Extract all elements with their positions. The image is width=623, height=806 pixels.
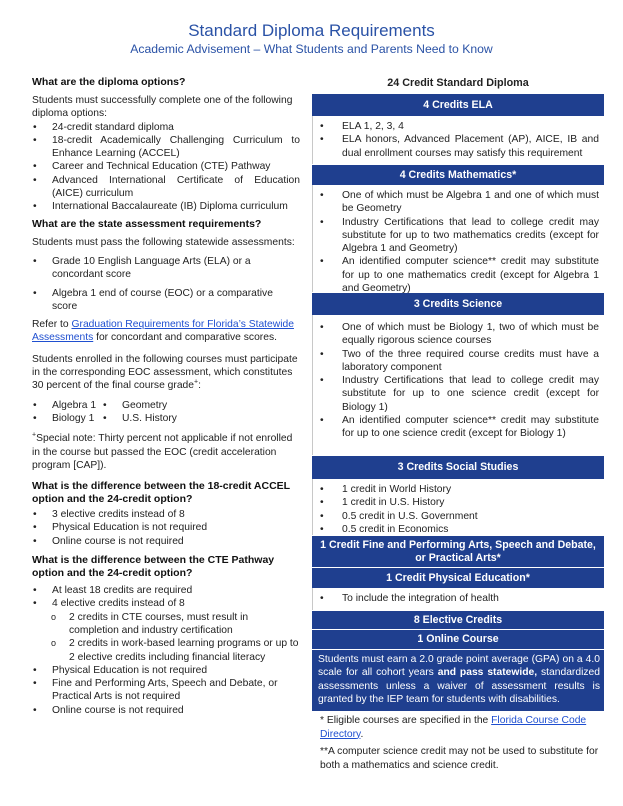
math-header: 4 Credits Mathematics* [312,164,604,185]
list-item: • Algebra 1 end of course (EOC) or a comparative score [32,287,300,314]
eoc-paragraph: Students enrolled in the following courses must participate in the corresponding EOC assessment, which constitutes 30 percent of the final course grade+: [32,353,298,392]
question-state-assessment: What are the state assessment requirements? [32,217,262,230]
diploma-options-list [32,121,300,214]
list-item: o 2 credits in work-based learning programs or up to 2 elective credits including financial literacy [51,637,300,664]
footnotes [312,711,604,773]
math-section [312,185,604,295]
page-subtitle: Academic Advisement – What Students and Parents Need to Know [130,42,493,56]
list-item: • International Baccalaureate (IB) Diploma curriculum [32,200,300,213]
cte-sub-list [51,611,300,664]
question-cte-difference: What is the difference between the CTE Pathway option and the 24-credit option? [32,554,275,580]
list-item: • 1 credit in U.S. History [319,496,599,509]
refer-paragraph: Refer to Graduation Requirements for Florida’s Statewide Assessments for concordant and comparative scores. [32,319,294,344]
diploma-options-intro: Students must successfully complete one of the following diploma options: [32,95,293,120]
list-item: • Biology 1 [32,412,102,425]
arts-header: 1 Credit Fine and Performing Arts, Speech and Debate, or Practical Arts* [312,535,604,567]
list-item: • An identified computer science** credit may substitute for up to one science credit (except for Biology 1) [319,414,599,441]
list-item: o 2 credits in CTE courses, must result in completion and industry certification [51,611,300,638]
special-note: +Special note: Thirty percent not applicable if not enrolled in the course but passed the EOC (credit acceleration program [CAP]). [32,431,293,471]
list-item: • An identified computer science** credit may substitute for up to one mathematics credit (except for Algebra 1 and Geometry) [319,255,599,295]
cte-difference-list-continued [32,664,300,717]
list-item: • To include the integration of health [319,592,599,605]
question-accel-difference: What is the difference between the 18-credit ACCEL option and the 24-credit option? [32,480,290,506]
list-item: • U.S. History [102,412,222,425]
list-item: • 0.5 credit in Economics [319,523,599,536]
science-header: 3 Credits Science [312,292,604,315]
state-assessment-list [32,255,300,313]
physical-education-header: 1 Credit Physical Education* [312,567,604,588]
list-item: • Fine and Performing Arts, Speech and Debate, or Practical Arts is not required [32,677,300,704]
elective-header: 8 Elective Credits [312,610,604,629]
online-course-header: 1 Online Course [312,629,604,649]
list-item: • 4 elective credits instead of 8 [32,597,300,610]
footnote-eligible-courses: * Eligible courses are specified in the Florida Course Code Directory. [320,714,587,740]
list-item: • Algebra 1 [32,399,102,412]
gpa-requirement: Students must earn a 2.0 grade point average (GPA) on a 4.0 scale for all cohort years and pass statewide, standardized assessments unless a waiver of assessment results is granted by the IEP team for students with disabilities. [312,649,604,711]
left-column [32,76,300,717]
list-item: • 3 elective credits instead of 8 [32,508,300,521]
list-item: • Career and Technical Education (CTE) Pathway [32,160,300,173]
list-item: • ELA 1, 2, 3, 4 [319,120,599,133]
list-item: • One of which must be Algebra 1 and one of which must be Geometry [319,189,599,216]
list-item: • 1 credit in World History [319,483,599,496]
social-studies-section [312,479,604,535]
list-item: • ELA honors, Advanced Placement (AP), AICE, IB and dual enrollment courses may satisfy this requirement [319,133,599,160]
cte-difference-list [32,584,300,611]
list-item: • 18-credit Academically Challenging Curriculum to Enhance Learning (ACCEL) [32,134,300,161]
list-item: • One of which must be Biology 1, two of which must be equally rigorous science courses [319,321,599,348]
physical-education-section [312,588,604,610]
state-assessment-intro: Students must pass the following statewide assessments: [32,236,295,248]
accel-difference-list [32,508,300,548]
social-studies-header: 3 Credits Social Studies [312,455,604,479]
list-item: • Two of the three required course credits must have a laboratory component [319,348,599,375]
list-item: • Online course is not required [32,535,300,548]
eoc-course-list [32,399,300,426]
ela-header: 4 Credits ELA [312,93,604,116]
right-column [312,76,604,773]
list-item: • 0.5 credit in U.S. Government [319,510,599,523]
list-item: • Industry Certifications that lead to college credit may substitute for up to one science credit (except for Biology 1) [319,374,599,414]
list-item: • Industry Certifications that lead to college credit may substitute for up to two mathematics credits (except for Algebra 1 and Geometry) [319,216,599,256]
list-item: • Online course is not required [32,704,300,717]
science-section [312,315,604,455]
list-item: • Geometry [102,399,222,412]
list-item: • Advanced International Certificate of Education (AICE) curriculum [32,174,300,201]
list-item: • Physical Education is not required [32,521,300,534]
course-code-directory-link[interactable]: Florida Course Code Directory [320,714,587,740]
page-title: Standard Diploma Requirements [188,21,435,40]
standard-diploma-title: 24 Credit Standard Diploma [387,77,529,89]
list-item: • Grade 10 English Language Arts (ELA) or a concordant score [32,255,300,282]
list-item: • Physical Education is not required [32,664,300,677]
list-item: • At least 18 credits are required [32,584,300,597]
list-item: • 24-credit standard diploma [32,121,300,134]
question-diploma-options: What are the diploma options? [32,76,186,88]
graduation-requirements-link[interactable]: Graduation Requirements for Florida’s Statewide Assessments [32,319,294,344]
footnote-computer-science: **A computer science credit may not be used to substitute for both a mathematics and science credit. [320,745,599,771]
ela-section [312,116,604,164]
